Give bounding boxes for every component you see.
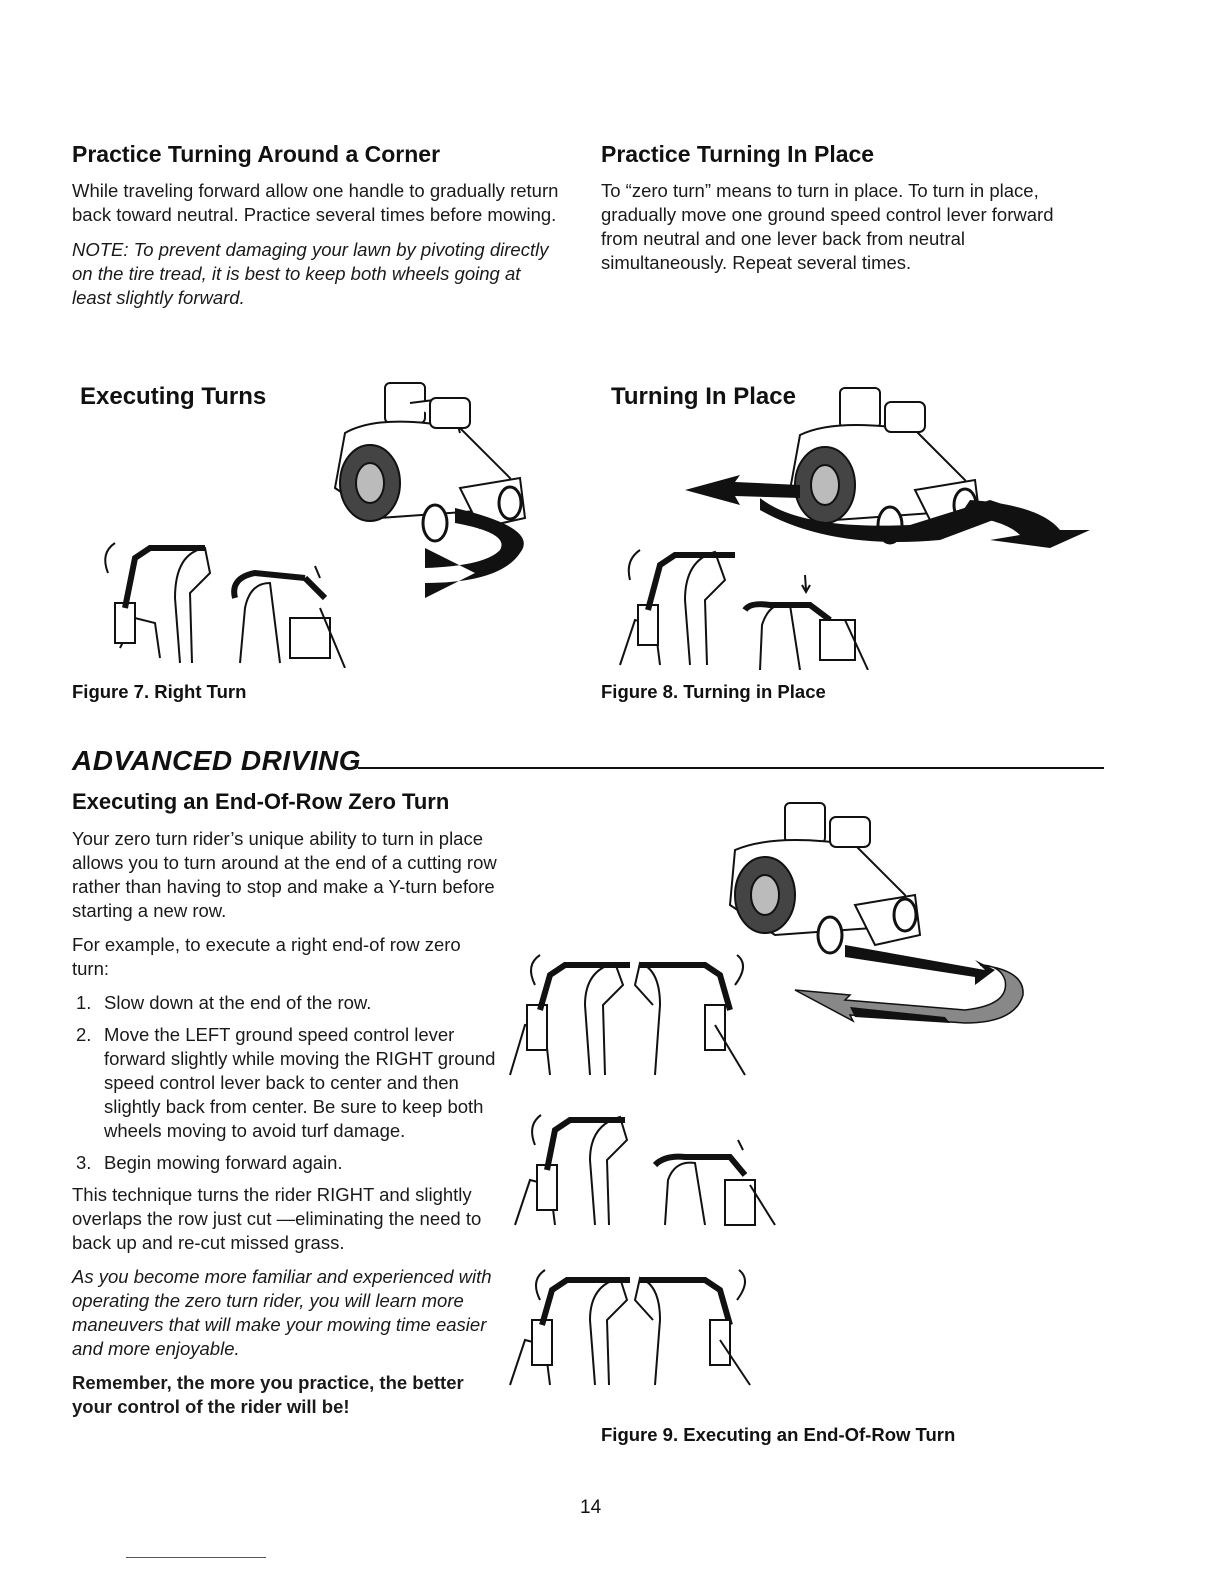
advanced-driving-title: ADVANCED DRIVING — [72, 745, 362, 776]
end-of-row-steps — [72, 991, 502, 1175]
page-number: 14 — [580, 1497, 602, 1518]
corner-turning-body: While traveling forward allow one handle to gradually return back toward neutral. Practice several times before mowing. — [72, 180, 559, 225]
technique-text: This technique turns the rider RIGHT and slightly overlaps the row just cut —eliminating the need to back up and re-cut missed grass. — [72, 1184, 482, 1253]
end-of-row-example: For example, to execute a right end-of row zero turn: — [72, 934, 461, 979]
section-rule — [358, 767, 1104, 769]
control-lever-hands-illustration — [510, 955, 775, 1385]
corner-turning-note: NOTE: To prevent damaging your lawn by pivoting directly on the tire tread, it is best to keep both wheels going at least slightly forward. — [72, 239, 549, 308]
list-item: 2. Move the LEFT ground speed control lever forward slightly while moving the RIGHT ground speed control lever back to center and then slightly back from center. Be sure to keep both wheels moving to avoid turf damage. — [76, 1024, 496, 1141]
figure8-illustration — [610, 380, 1100, 670]
end-of-row-heading: Executing an End-Of-Row Zero Turn — [72, 789, 450, 814]
advanced-driving-text — [72, 789, 502, 1419]
familiar-text: As you become more familiar and experienced with operating the zero turn rider, you will learn more maneuvers that will make your mowing time easier and more enjoyable. — [72, 1266, 492, 1359]
corner-turning-section — [72, 141, 572, 310]
figure9-illustration — [505, 795, 1065, 1395]
list-item: 1. Slow down at the end of the row. — [76, 992, 372, 1013]
in-place-turning-body: To “zero turn” means to turn in place. To turn in place, gradually move one ground speed control lever forward from neutral and one lever back from neutral simultaneously. Repeat several times. — [601, 180, 1054, 273]
turn-arrow-icon — [845, 945, 995, 985]
list-item: 3. Begin mowing forward again. — [76, 1152, 343, 1173]
remember-text: Remember, the more you practice, the better your control of the rider will be! — [72, 1372, 464, 1417]
mower-illustration — [80, 378, 550, 668]
figure9-caption: Figure 9. Executing an End-Of-Row Turn — [601, 1424, 956, 1445]
footer-rule — [126, 1557, 266, 1558]
figure8-caption: Figure 8. Turning in Place — [601, 681, 826, 702]
figure7-caption: Figure 7. Right Turn — [72, 681, 247, 702]
mower-illustration — [610, 380, 1100, 670]
end-of-row-intro: Your zero turn rider’s unique ability to turn in place allows you to turn around at the end of a cutting row rather than having to stop and make a Y-turn before starting a new row. — [72, 828, 497, 921]
corner-turning-heading: Practice Turning Around a Corner — [72, 141, 441, 167]
figure8-title: Turning In Place — [611, 383, 796, 410]
in-place-turning-section — [601, 141, 1091, 275]
figure7-illustration — [80, 378, 550, 668]
figure7-title: Executing Turns — [80, 383, 267, 410]
turn-arrow-icon — [685, 475, 800, 505]
in-place-turning-heading: Practice Turning In Place — [601, 141, 875, 167]
mower-illustration — [505, 795, 1065, 1395]
